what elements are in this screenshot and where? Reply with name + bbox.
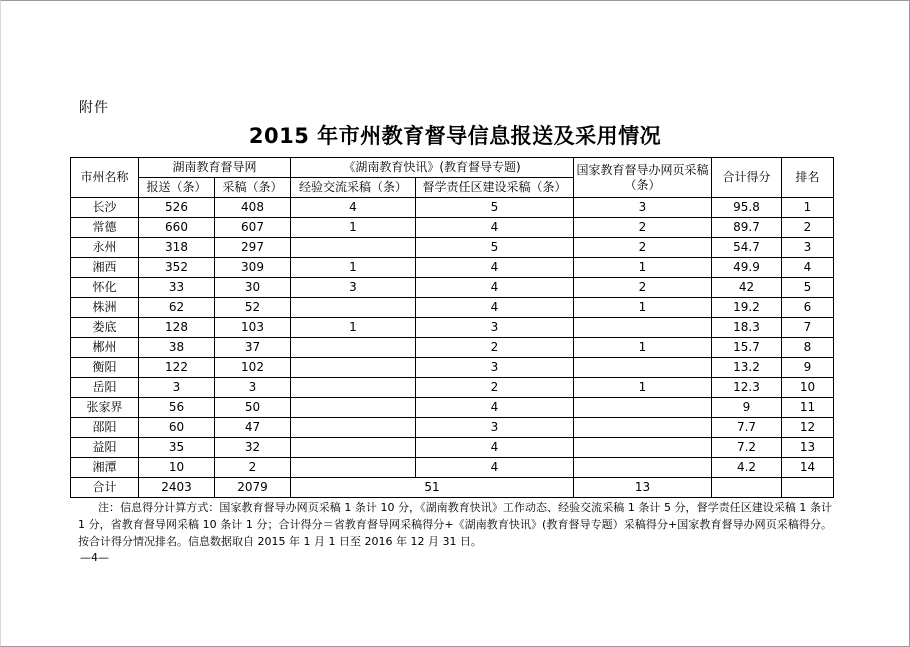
cell-rank: 2	[782, 218, 834, 238]
cell-city: 娄底	[71, 318, 139, 338]
cell-rank: 3	[782, 238, 834, 258]
cell-adopted: 32	[215, 438, 291, 458]
cell-rank: 13	[782, 438, 834, 458]
cell-city: 株洲	[71, 298, 139, 318]
header-national: 国家教育督导办网页采稿（条）	[574, 158, 712, 198]
cell-score: 89.7	[712, 218, 782, 238]
cell-adopted: 30	[215, 278, 291, 298]
statistics-table	[70, 157, 834, 498]
cell-national: 1	[574, 378, 712, 398]
cell-national: 1	[574, 258, 712, 278]
cell-experience	[291, 238, 416, 258]
cell-score: 9	[712, 398, 782, 418]
cell-city: 湘西	[71, 258, 139, 278]
table-row	[71, 438, 834, 458]
cell-zone: 4	[416, 258, 574, 278]
table-row	[71, 198, 834, 218]
header-row-1	[71, 158, 834, 178]
header-experience: 经验交流采稿（条）	[291, 178, 416, 198]
cell-city: 衡阳	[71, 358, 139, 378]
totals-rank	[782, 478, 834, 498]
cell-score: 4.2	[712, 458, 782, 478]
cell-national: 1	[574, 298, 712, 318]
cell-score: 7.7	[712, 418, 782, 438]
cell-score: 42	[712, 278, 782, 298]
cell-submitted: 38	[139, 338, 215, 358]
cell-submitted: 35	[139, 438, 215, 458]
cell-zone: 4	[416, 458, 574, 478]
attachment-label: 附件	[79, 100, 109, 116]
cell-national	[574, 358, 712, 378]
totals-national: 13	[574, 478, 712, 498]
cell-experience	[291, 398, 416, 418]
cell-experience	[291, 378, 416, 398]
cell-score: 12.3	[712, 378, 782, 398]
cell-rank: 9	[782, 358, 834, 378]
cell-submitted: 3	[139, 378, 215, 398]
cell-zone: 3	[416, 318, 574, 338]
cell-experience	[291, 298, 416, 318]
cell-score: 19.2	[712, 298, 782, 318]
cell-city: 邵阳	[71, 418, 139, 438]
cell-score: 54.7	[712, 238, 782, 258]
cell-national: 2	[574, 218, 712, 238]
cell-adopted: 47	[215, 418, 291, 438]
document-title: 2015 年市州教育督导信息报送及采用情况	[248, 124, 662, 148]
cell-experience	[291, 438, 416, 458]
cell-national: 3	[574, 198, 712, 218]
totals-adopted: 2079	[215, 478, 291, 498]
table-row	[71, 418, 834, 438]
cell-adopted: 309	[215, 258, 291, 278]
cell-city: 张家界	[71, 398, 139, 418]
cell-adopted: 37	[215, 338, 291, 358]
cell-city: 郴州	[71, 338, 139, 358]
cell-submitted: 122	[139, 358, 215, 378]
cell-adopted: 3	[215, 378, 291, 398]
cell-national	[574, 458, 712, 478]
cell-rank: 5	[782, 278, 834, 298]
cell-rank: 6	[782, 298, 834, 318]
cell-adopted: 52	[215, 298, 291, 318]
cell-score: 95.8	[712, 198, 782, 218]
table-row	[71, 298, 834, 318]
cell-rank: 4	[782, 258, 834, 278]
cell-zone: 2	[416, 378, 574, 398]
table-row	[71, 218, 834, 238]
footnote: 注：信息得分计算方式：国家教育督导办网页采稿 1 条计 10 分，《湖南教育快讯》工作动态、经验交流采稿 1 条计 5 分，督学责任区建设采稿 1 条计 1 分，省教育督导网采稿 10 条计 1 分；合计得分＝省教育督导网采稿得分+《湖南教育快讯》(教育督导专题）采稿得分+国家教育督导办网页采稿得分。按合计得分情况排名。信息数据取自 2015 年 1 月 1 日至 2016 年 12 月 31 日。	[78, 501, 832, 548]
cell-score: 13.2	[712, 358, 782, 378]
cell-zone: 4	[416, 218, 574, 238]
cell-submitted: 10	[139, 458, 215, 478]
table-row	[71, 338, 834, 358]
table-row	[71, 458, 834, 478]
cell-zone: 4	[416, 278, 574, 298]
cell-submitted: 526	[139, 198, 215, 218]
header-bulletin: 《湖南教育快讯》(教育督导专题)	[291, 158, 574, 178]
cell-experience	[291, 418, 416, 438]
cell-adopted: 2	[215, 458, 291, 478]
cell-national	[574, 318, 712, 338]
cell-city: 岳阳	[71, 378, 139, 398]
table-row	[71, 398, 834, 418]
cell-rank: 11	[782, 398, 834, 418]
cell-zone: 2	[416, 338, 574, 358]
table-body	[71, 198, 834, 478]
cell-adopted: 102	[215, 358, 291, 378]
cell-city: 怀化	[71, 278, 139, 298]
cell-rank: 7	[782, 318, 834, 338]
cell-national	[574, 398, 712, 418]
cell-zone: 4	[416, 398, 574, 418]
totals-submitted: 2403	[139, 478, 215, 498]
cell-adopted: 297	[215, 238, 291, 258]
table-row	[71, 378, 834, 398]
header-rank: 排名	[782, 158, 834, 198]
cell-submitted: 62	[139, 298, 215, 318]
cell-score: 49.9	[712, 258, 782, 278]
cell-rank: 10	[782, 378, 834, 398]
cell-rank: 8	[782, 338, 834, 358]
cell-experience: 1	[291, 258, 416, 278]
cell-adopted: 103	[215, 318, 291, 338]
header-submitted: 报送（条）	[139, 178, 215, 198]
cell-submitted: 352	[139, 258, 215, 278]
header-hunan-network: 湖南教育督导网	[139, 158, 291, 178]
cell-experience: 4	[291, 198, 416, 218]
cell-rank: 14	[782, 458, 834, 478]
cell-submitted: 56	[139, 398, 215, 418]
cell-zone: 4	[416, 438, 574, 458]
table-row	[71, 238, 834, 258]
cell-national: 2	[574, 238, 712, 258]
cell-national	[574, 418, 712, 438]
cell-experience	[291, 338, 416, 358]
totals-bulletin: 51	[291, 478, 574, 498]
cell-experience	[291, 458, 416, 478]
cell-city: 永州	[71, 238, 139, 258]
table-row	[71, 258, 834, 278]
cell-zone: 4	[416, 298, 574, 318]
cell-national: 2	[574, 278, 712, 298]
cell-submitted: 128	[139, 318, 215, 338]
cell-rank: 12	[782, 418, 834, 438]
cell-adopted: 408	[215, 198, 291, 218]
header-zone: 督学责任区建设采稿（条）	[416, 178, 574, 198]
cell-zone: 5	[416, 238, 574, 258]
header-adopted: 采稿（条）	[215, 178, 291, 198]
cell-submitted: 318	[139, 238, 215, 258]
cell-submitted: 33	[139, 278, 215, 298]
cell-experience: 1	[291, 318, 416, 338]
table-row	[71, 358, 834, 378]
totals-score	[712, 478, 782, 498]
header-city: 市州名称	[71, 158, 139, 198]
cell-national	[574, 438, 712, 458]
cell-rank: 1	[782, 198, 834, 218]
totals-row	[71, 478, 834, 498]
table-row	[71, 278, 834, 298]
header-total-score: 合计得分	[712, 158, 782, 198]
cell-score: 18.3	[712, 318, 782, 338]
cell-submitted: 60	[139, 418, 215, 438]
cell-experience	[291, 358, 416, 378]
cell-score: 15.7	[712, 338, 782, 358]
cell-zone: 3	[416, 418, 574, 438]
cell-national: 1	[574, 338, 712, 358]
cell-zone: 3	[416, 358, 574, 378]
cell-experience: 1	[291, 218, 416, 238]
cell-city: 益阳	[71, 438, 139, 458]
cell-city: 常德	[71, 218, 139, 238]
page-number: —4—	[80, 551, 109, 564]
cell-experience: 3	[291, 278, 416, 298]
table-row	[71, 318, 834, 338]
cell-adopted: 50	[215, 398, 291, 418]
cell-score: 7.2	[712, 438, 782, 458]
cell-zone: 5	[416, 198, 574, 218]
cell-adopted: 607	[215, 218, 291, 238]
totals-label: 合计	[71, 478, 139, 498]
cell-city: 长沙	[71, 198, 139, 218]
cell-city: 湘潭	[71, 458, 139, 478]
cell-submitted: 660	[139, 218, 215, 238]
